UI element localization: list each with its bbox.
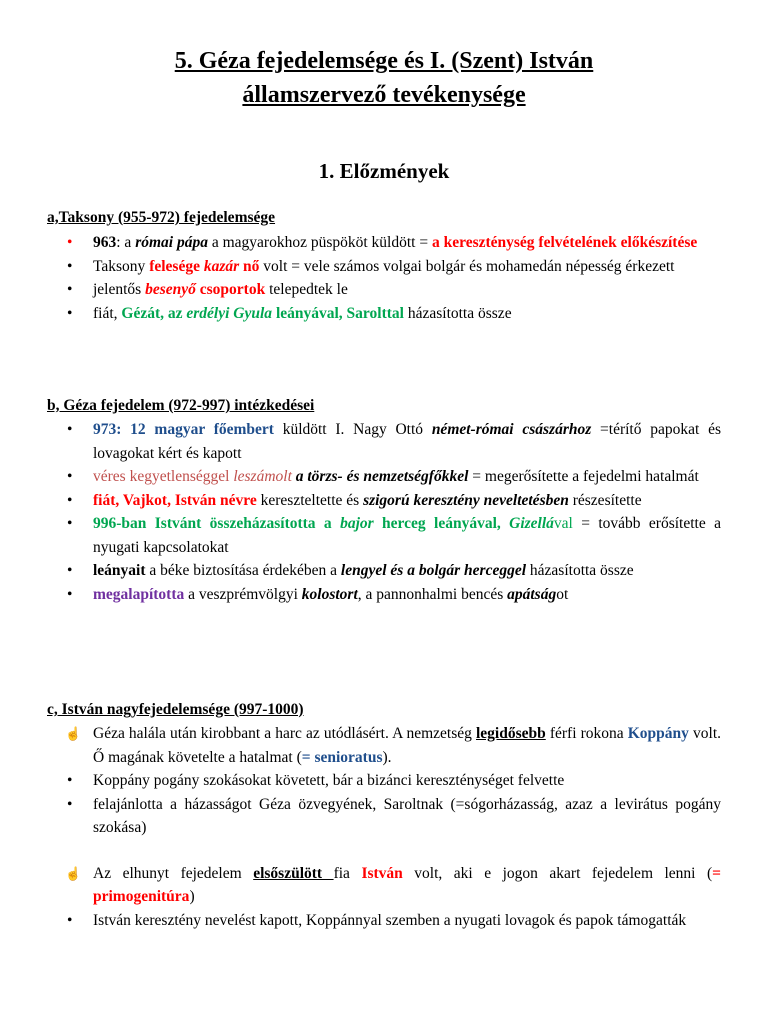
list-item: • Koppány pogány szokásokat követett, bár a bizánci kereszténységet felvette xyxy=(65,769,721,793)
list-item: • 963: a római pápa a magyarokhoz püspököt küldött = a kereszténység felvételének előkészítése xyxy=(65,231,721,255)
section-b-heading: b, Géza fejedelem (972-997) intézkedései xyxy=(47,397,315,414)
list-item: • felajánlotta a házasságot Géza özvegyének, Saroltnak (=sógorházasság, azaz a levirátus pogány szokása) xyxy=(65,793,721,840)
section-subtitle: 1. Előzmények xyxy=(318,159,450,183)
section-b-list xyxy=(65,418,721,606)
section-c-list xyxy=(65,722,721,932)
list-item: • jelentős besenyő csoportok telepedtek le xyxy=(65,278,721,302)
list-item: • véres kegyetlenséggel leszámolt a törzs- és nemzetségfőkkel = megerősítette a fejedelmi hatalmát xyxy=(65,465,721,489)
list-item: • leányait a béke biztosítása érdekében a lengyel és a bolgár herceggel házasította össze xyxy=(65,559,721,583)
list-item: • fiát, Vajkot, István névre kereszteltette és szigorú keresztény neveltetésben részesítette xyxy=(65,489,721,513)
list-item: • 996-ban Istvánt összeházasította a bajor herceg leányával, Gizellával = tovább erősítette a nyugati kapcsolatokat xyxy=(65,512,721,559)
list-item: ☝ Géza halála után kirobbant a harc az utódlásért. A nemzetség legidősebb férfi rokona Koppány volt. Ő magának követelte a hatalmat (= senioratus). xyxy=(65,722,721,769)
list-item: • 973: 12 magyar főembert küldött I. Nagy Ottó német-római császárhoz =térítő papokat és lovagokat kért és kapott xyxy=(65,418,721,465)
list-item: • István keresztény nevelést kapott, Koppánnyal szemben a nyugati lovagok és papok támogatták xyxy=(65,909,721,933)
title-line-2: államszervező tevékenysége xyxy=(242,82,526,108)
list-item: • megalapította a veszprémvölgyi kolostort, a pannonhalmi bencés apátságot xyxy=(65,583,721,607)
list-item: ☝ Az elhunyt fejedelem elsőszülött fia István volt, aki e jogon akart fejedelem lenni (= primogenitúra) xyxy=(65,862,721,909)
document-title xyxy=(0,44,768,112)
section-c-heading: c, István nagyfejedelemsége (997-1000) xyxy=(47,701,304,718)
list-item: • Taksony felesége kazár nő volt = vele számos volgai bolgár és mohamedán népesség érkezett xyxy=(65,255,721,279)
list-item: • fiát, Gézát, az erdélyi Gyula leányával, Sarolttal házasította össze xyxy=(65,302,721,326)
list-spacer xyxy=(65,840,721,862)
section-a-list xyxy=(65,231,721,325)
title-line-1: 5. Géza fejedelemsége és I. (Szent) István xyxy=(174,48,594,74)
section-a-heading: a,Taksony (955-972) fejedelemsége xyxy=(47,209,276,226)
